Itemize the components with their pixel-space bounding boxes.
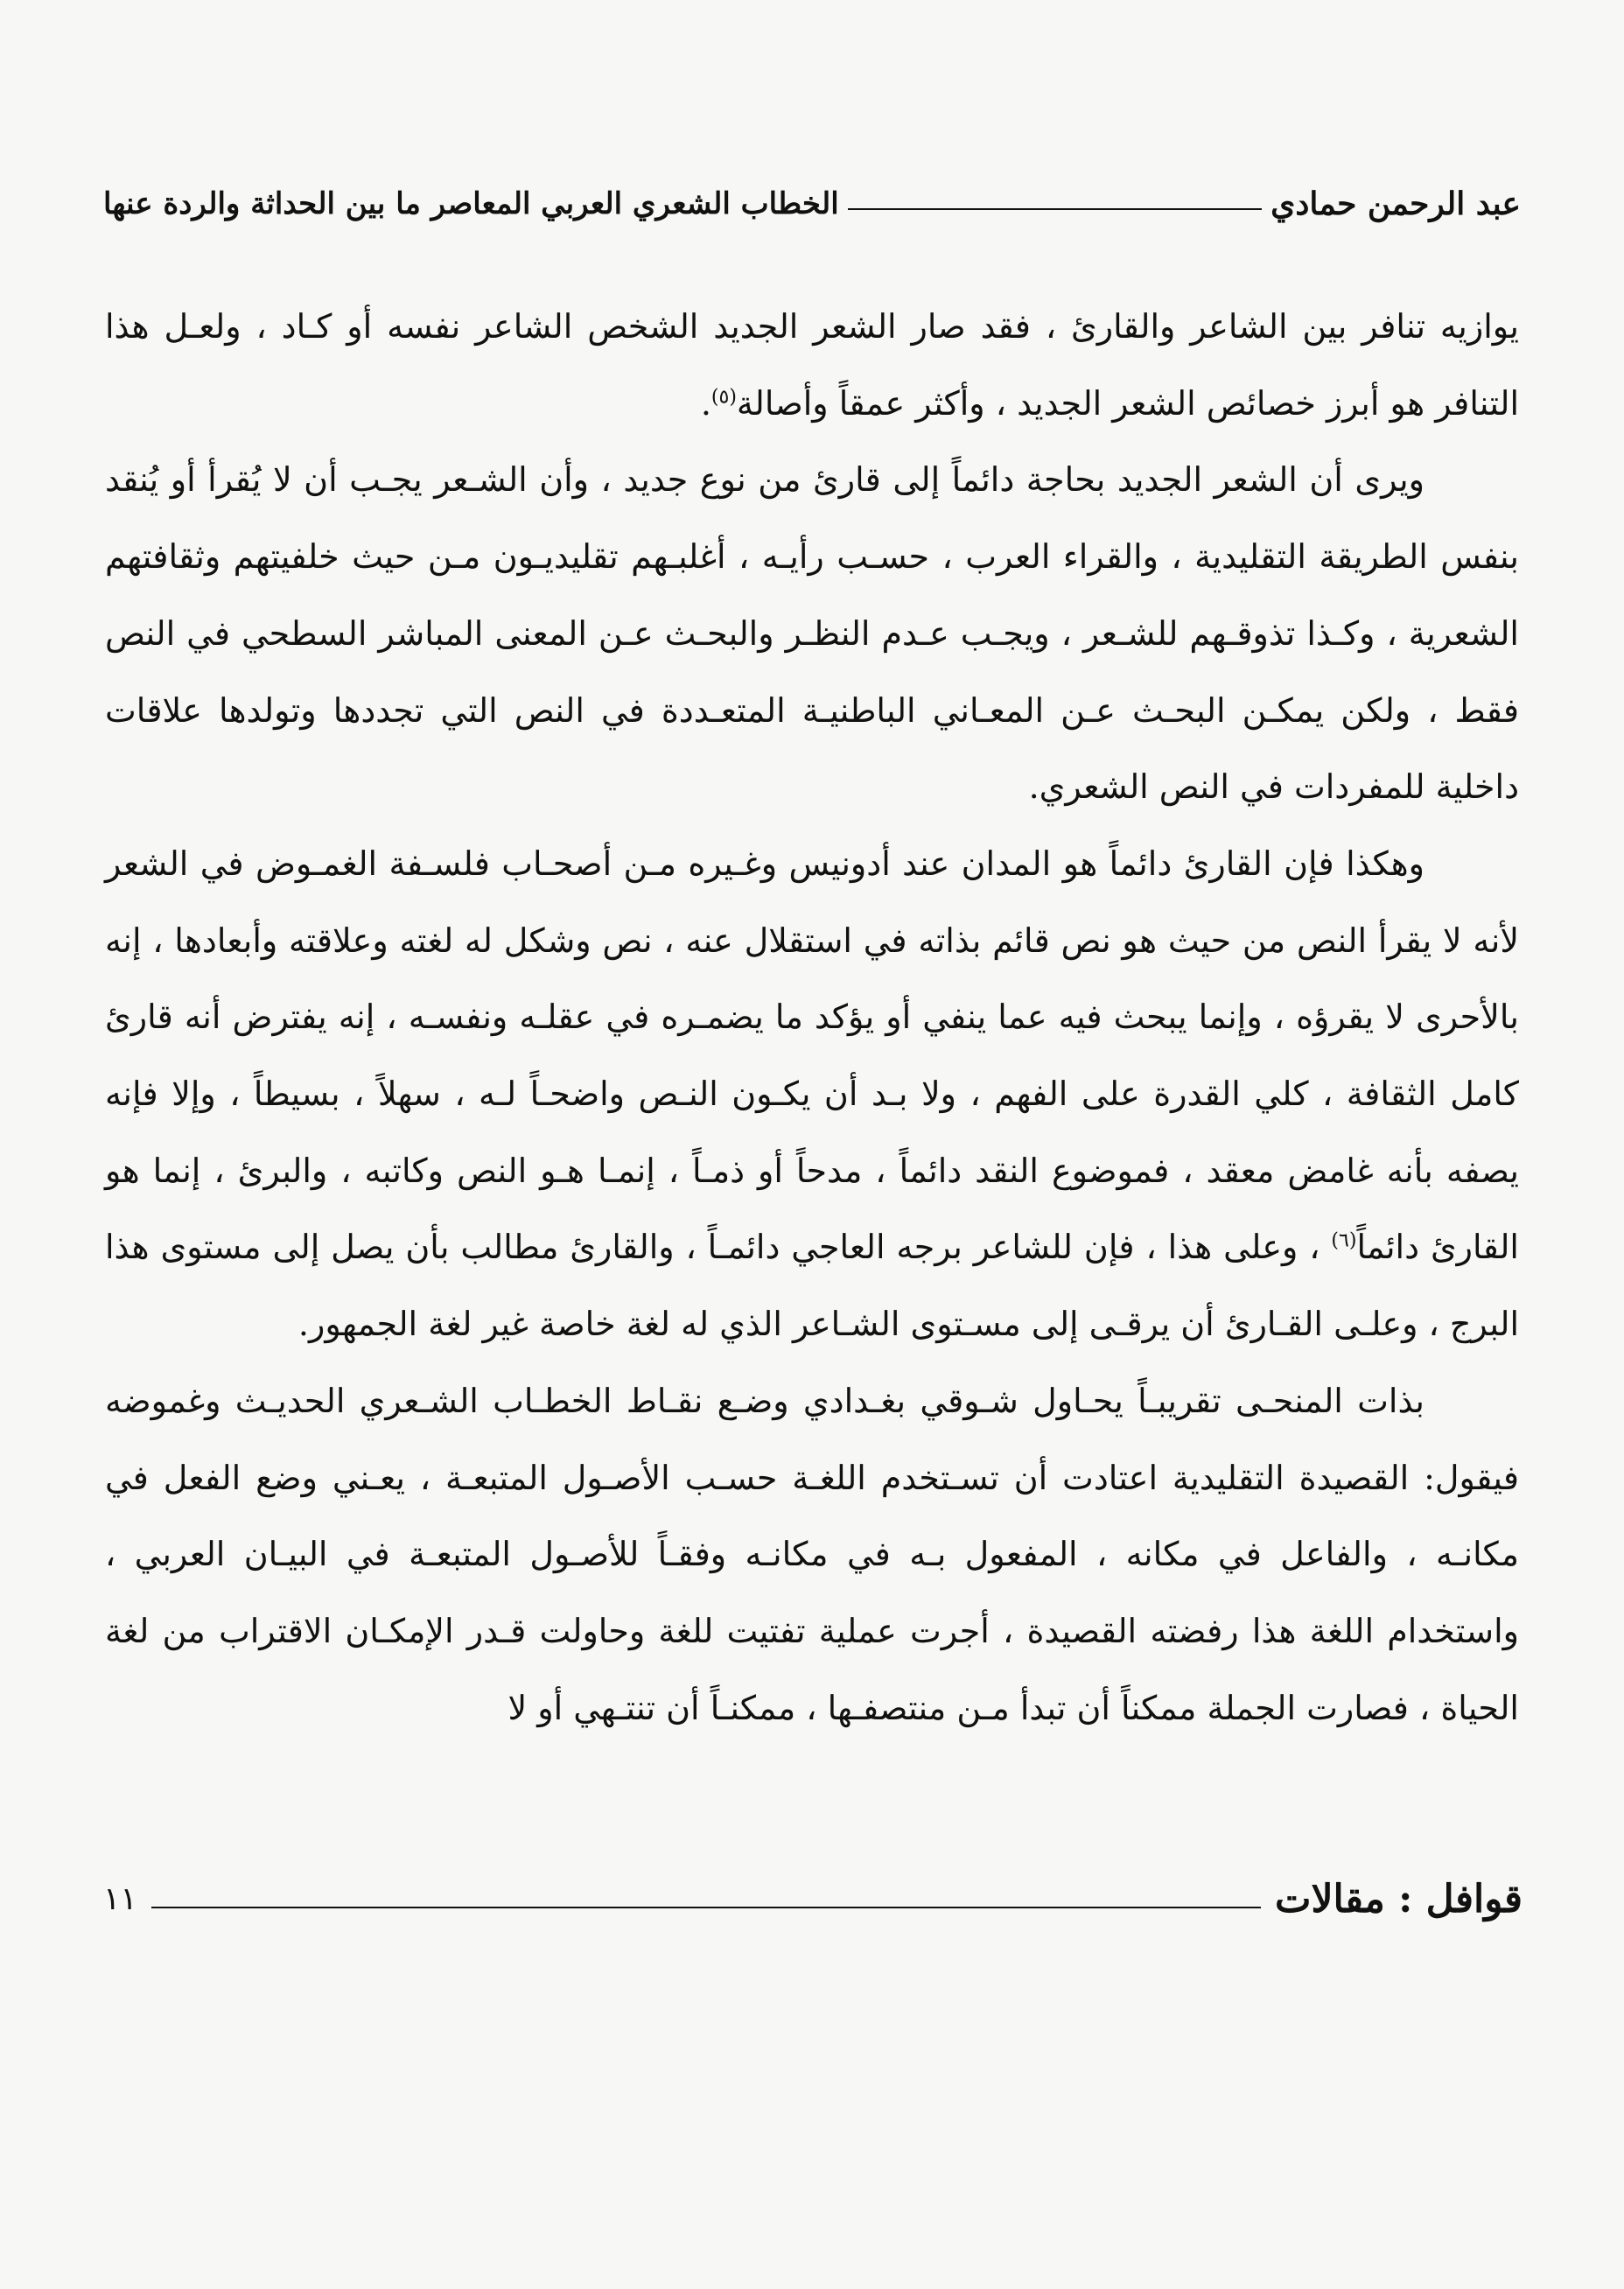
paragraph-4 — [105, 1363, 1519, 1747]
paragraph-2 — [105, 442, 1519, 826]
running-footer — [103, 1864, 1522, 1934]
footer-journal: قوافل : مقالات — [1275, 1876, 1522, 1922]
footnote-ref-5: (٥) — [710, 386, 737, 409]
paragraph-text: ويرى أن الشعر الجديد بحاجة دائماً إلى قارئ من نوع جديد ، وأن الشـعر يجـب أن لا يُقرأ أو يُنقد بنفس الطريقة التقليدية ، والقراء العرب ، حسـب رأيـه ، أغلبـهم تقليديـون مـن حيث خلفيتهم وثقافتهم الشعرية ، وكـذا تذوقـهم للشـعر ، ويجـب عـدم النظـر والبحـث عـن المعنى المباشر السطحي في النص فقط ، ولكن يمكـن البحـث عـن المعـاني الباطنيـة المتعـددة في النص التي تجددها وتولدها علاقات داخلية للمفردات في النص الشعري. — [105, 460, 1519, 807]
header-title: الخطاب الشعري العربي المعاصر ما بين الحداثة والردة عنها — [103, 186, 839, 221]
article-body — [105, 289, 1519, 1746]
paragraph-text: يوازيه تنافر بين الشاعر والقارئ ، فقد صار الشعر الجديد الشخص الشاعر نفسه أو كـاد ، ولعـل هذا التنافر هو أبرز خصائص الشعر الجديد ، وأكثر عمقاً وأصالة — [105, 307, 1519, 423]
paragraph-tail: . — [700, 383, 711, 423]
paragraph-1 — [105, 289, 1519, 442]
paragraph-text: بذات المنحـى تقريبـاً يحـاول شـوقي بغـدادي وضـع نقـاط الخطـاب الشـعري الحديـث وغموضه فيقول: القصيدة التقليدية اعتادت أن تسـتخدم اللغـة حسـب الأصـول المتبعـة ، يعـني وضع الفعل في مكانـه ، والفاعل في مكانه ، المفعول بـه في مكانـه وفقـاً للأصـول المتبعـة في البيـان العربي ، واستخدام اللغة هذا رفضته القصيدة ، أجرت عملية تفتيت للغة وحاولت قـدر الإمكـان الاقتراب من لغة الحياة ، فصارت الجملة ممكناً أن تبدأ مـن منتصفـها ، ممكنـاً أن تنتـهي أو لا — [105, 1381, 1519, 1727]
header-rule — [848, 208, 1262, 210]
footnote-ref-6: (٦) — [1331, 1229, 1357, 1252]
running-header — [103, 173, 1521, 234]
paragraph-text: وهكذا فإن القارئ دائماً هو المدان عند أدونيس وغـيره مـن أصحـاب فلسـفة الغمـوض في الشعر لأنه لا يقرأ النص من حيث هو نص قائم بذاته في استقلال عنه ، نص وشكل له لغته وعلاقته وأبعادها ، إنه بالأحرى لا يقرؤه ، وإنما يبحث فيه عما ينفي أو يؤكد ما يضمـره في عقلـه ونفسـه ، إنه يفترض أنه قارئ كامل الثقافة ، كلي القدرة على الفهم ، ولا بـد أن يكـون النـص واضحـاً لـه ، سهلاً ، بسيطاً ، وإلا فإنه يصفه بأنه غامض معقد ، فموضوع النقد دائماً ، مدحاً أو ذمـاً ، إنمـا هـو النص وكاتبه ، والبرئ ، إنما هو القارئ دائماً — [105, 844, 1519, 1267]
page-number: ١١ — [103, 1880, 137, 1917]
paragraph-3 — [105, 826, 1519, 1363]
footer-rule — [151, 1907, 1261, 1908]
header-author: عبد الرحمن حمادي — [1270, 186, 1521, 222]
paragraph-tail: ، وعلى هذا ، فإن للشاعر برجه العاجي دائمـاً ، والقارئ مطالب بأن يصل إلى مستوى هذا البرج ، وعلـى القـارئ أن يرقـى إلى مسـتوى الشـاعر الذي له لغة خاصة غير لغة الجمهور. — [105, 1228, 1519, 1344]
